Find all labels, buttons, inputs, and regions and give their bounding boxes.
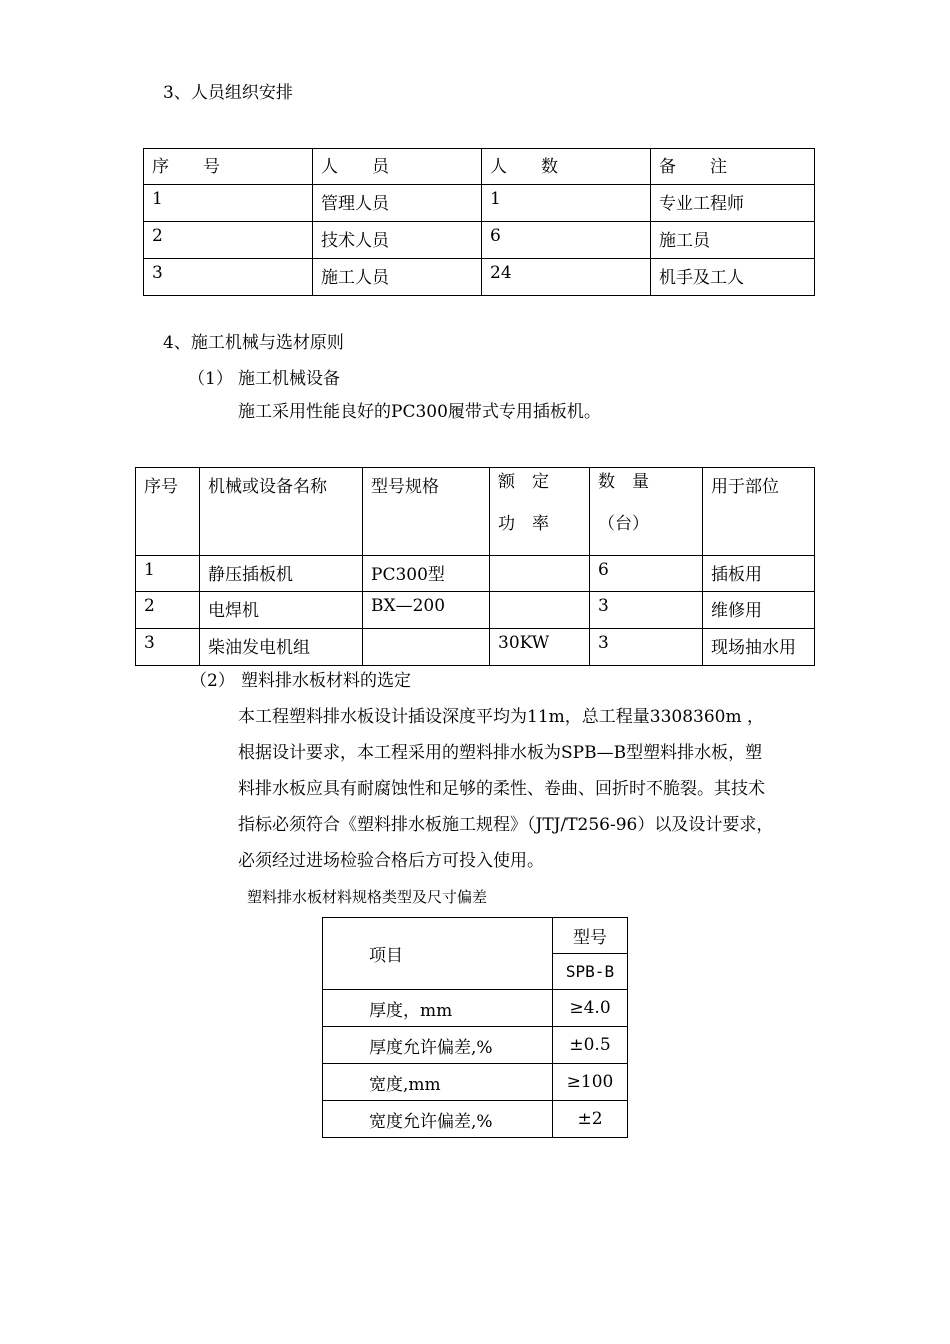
header-rated: 额 定	[498, 472, 549, 492]
header-cell: 机械或设备名称	[200, 468, 363, 556]
table-row	[323, 990, 628, 1027]
paragraph-line: 根据设计要求，本工程采用的塑料排水板为SPB—B型塑料排水板，塑	[238, 743, 763, 763]
table-cell: 3	[590, 592, 703, 629]
table-row	[144, 222, 815, 259]
table-cell: 6	[590, 556, 703, 592]
table-cell: 电焊机	[200, 592, 363, 629]
spec-table-caption: 塑料排水板材料规格类型及尺寸偏差	[247, 888, 488, 906]
table-cell: 管理人员	[313, 185, 482, 222]
paragraph-line: 本工程塑料排水板设计插设深度平均为11m，总工程量3308360m ，	[238, 707, 764, 727]
table-cell: 厚度，mm	[323, 990, 553, 1027]
table-row	[323, 1101, 628, 1138]
table-row	[323, 918, 628, 954]
header-cell: 用于部位	[703, 468, 815, 556]
section4-heading: 4、施工机械与选材原则	[163, 333, 344, 353]
table-cell: 技术人员	[313, 222, 482, 259]
table-cell: 24	[482, 259, 651, 296]
sub1-text: 施工采用性能良好的PC300履带式专用插板机。	[238, 402, 601, 422]
table-cell: 宽度允许偏差,%	[323, 1101, 553, 1138]
header-unit: （台）	[598, 514, 649, 534]
table-cell: 柴油发电机组	[200, 629, 363, 666]
header-power: 功 率	[498, 514, 549, 534]
table-row	[136, 468, 815, 556]
table-cell: 现场抽水用	[703, 629, 815, 666]
table-cell: BX—200	[363, 592, 490, 629]
table-cell: 宽度,mm	[323, 1064, 553, 1101]
table-cell: 1	[136, 556, 200, 592]
table-row	[323, 1064, 628, 1101]
personnel-table	[143, 148, 815, 296]
paragraph-line: 必须经过进场检验合格后方可投入使用。	[238, 851, 544, 871]
table-cell: 机手及工人	[651, 259, 815, 296]
model-header: 型号	[553, 918, 628, 954]
table-cell: 6	[482, 222, 651, 259]
item-header: 项目	[323, 918, 553, 990]
table-row	[144, 259, 815, 296]
table-row	[144, 149, 815, 185]
header-quantity: 数 量	[598, 472, 649, 492]
table-cell: 3	[136, 629, 200, 666]
header-cell: 序 号	[144, 149, 313, 185]
sub2-label: （2）	[190, 671, 235, 691]
table-cell: ≥100	[553, 1064, 628, 1101]
table-cell: 2	[144, 222, 313, 259]
sub1-title: 施工机械设备	[238, 369, 340, 389]
table-cell: 30KW	[490, 629, 590, 666]
header-cell: 人 数	[482, 149, 651, 185]
table-row	[144, 185, 815, 222]
model-value: SPB-B	[553, 954, 628, 990]
sub2-title: 塑料排水板材料的选定	[241, 671, 411, 691]
table-cell: 2	[136, 592, 200, 629]
table-cell: 插板用	[703, 556, 815, 592]
table-cell	[490, 592, 590, 629]
table-cell: 3	[590, 629, 703, 666]
table-cell: 3	[144, 259, 313, 296]
table-cell: 1	[144, 185, 313, 222]
section3-heading: 3、人员组织安排	[163, 83, 293, 103]
table-row	[136, 629, 815, 666]
table-cell: ≥4.0	[553, 990, 628, 1027]
header-cell: 序号	[136, 468, 200, 556]
header-cell	[490, 468, 590, 556]
header-cell	[590, 468, 703, 556]
table-cell: 维修用	[703, 592, 815, 629]
table-cell: PC300型	[363, 556, 490, 592]
paragraph-line: 指标必须符合《塑料排水板施工规程》（JTJ/T256-96）以及设计要求，	[238, 815, 774, 835]
table-cell: 厚度允许偏差,%	[323, 1027, 553, 1064]
table-row	[136, 556, 815, 592]
table-cell: 1	[482, 185, 651, 222]
machine-table	[135, 467, 815, 666]
table-cell	[490, 556, 590, 592]
table-row	[323, 1027, 628, 1064]
table-cell: ±0.5	[553, 1027, 628, 1064]
table-cell: 施工员	[651, 222, 815, 259]
table-cell: 静压插板机	[200, 556, 363, 592]
table-row	[136, 592, 815, 629]
header-cell: 人 员	[313, 149, 482, 185]
table-cell	[363, 629, 490, 666]
header-cell: 备 注	[651, 149, 815, 185]
paragraph-line: 料排水板应具有耐腐蚀性和足够的柔性、卷曲、回折时不脆裂。其技术	[238, 779, 765, 799]
header-cell: 型号规格	[363, 468, 490, 556]
sub1-label: （1）	[188, 369, 233, 389]
table-cell: 施工人员	[313, 259, 482, 296]
table-cell: ±2	[553, 1101, 628, 1138]
spec-table	[322, 917, 628, 1138]
table-cell: 专业工程师	[651, 185, 815, 222]
